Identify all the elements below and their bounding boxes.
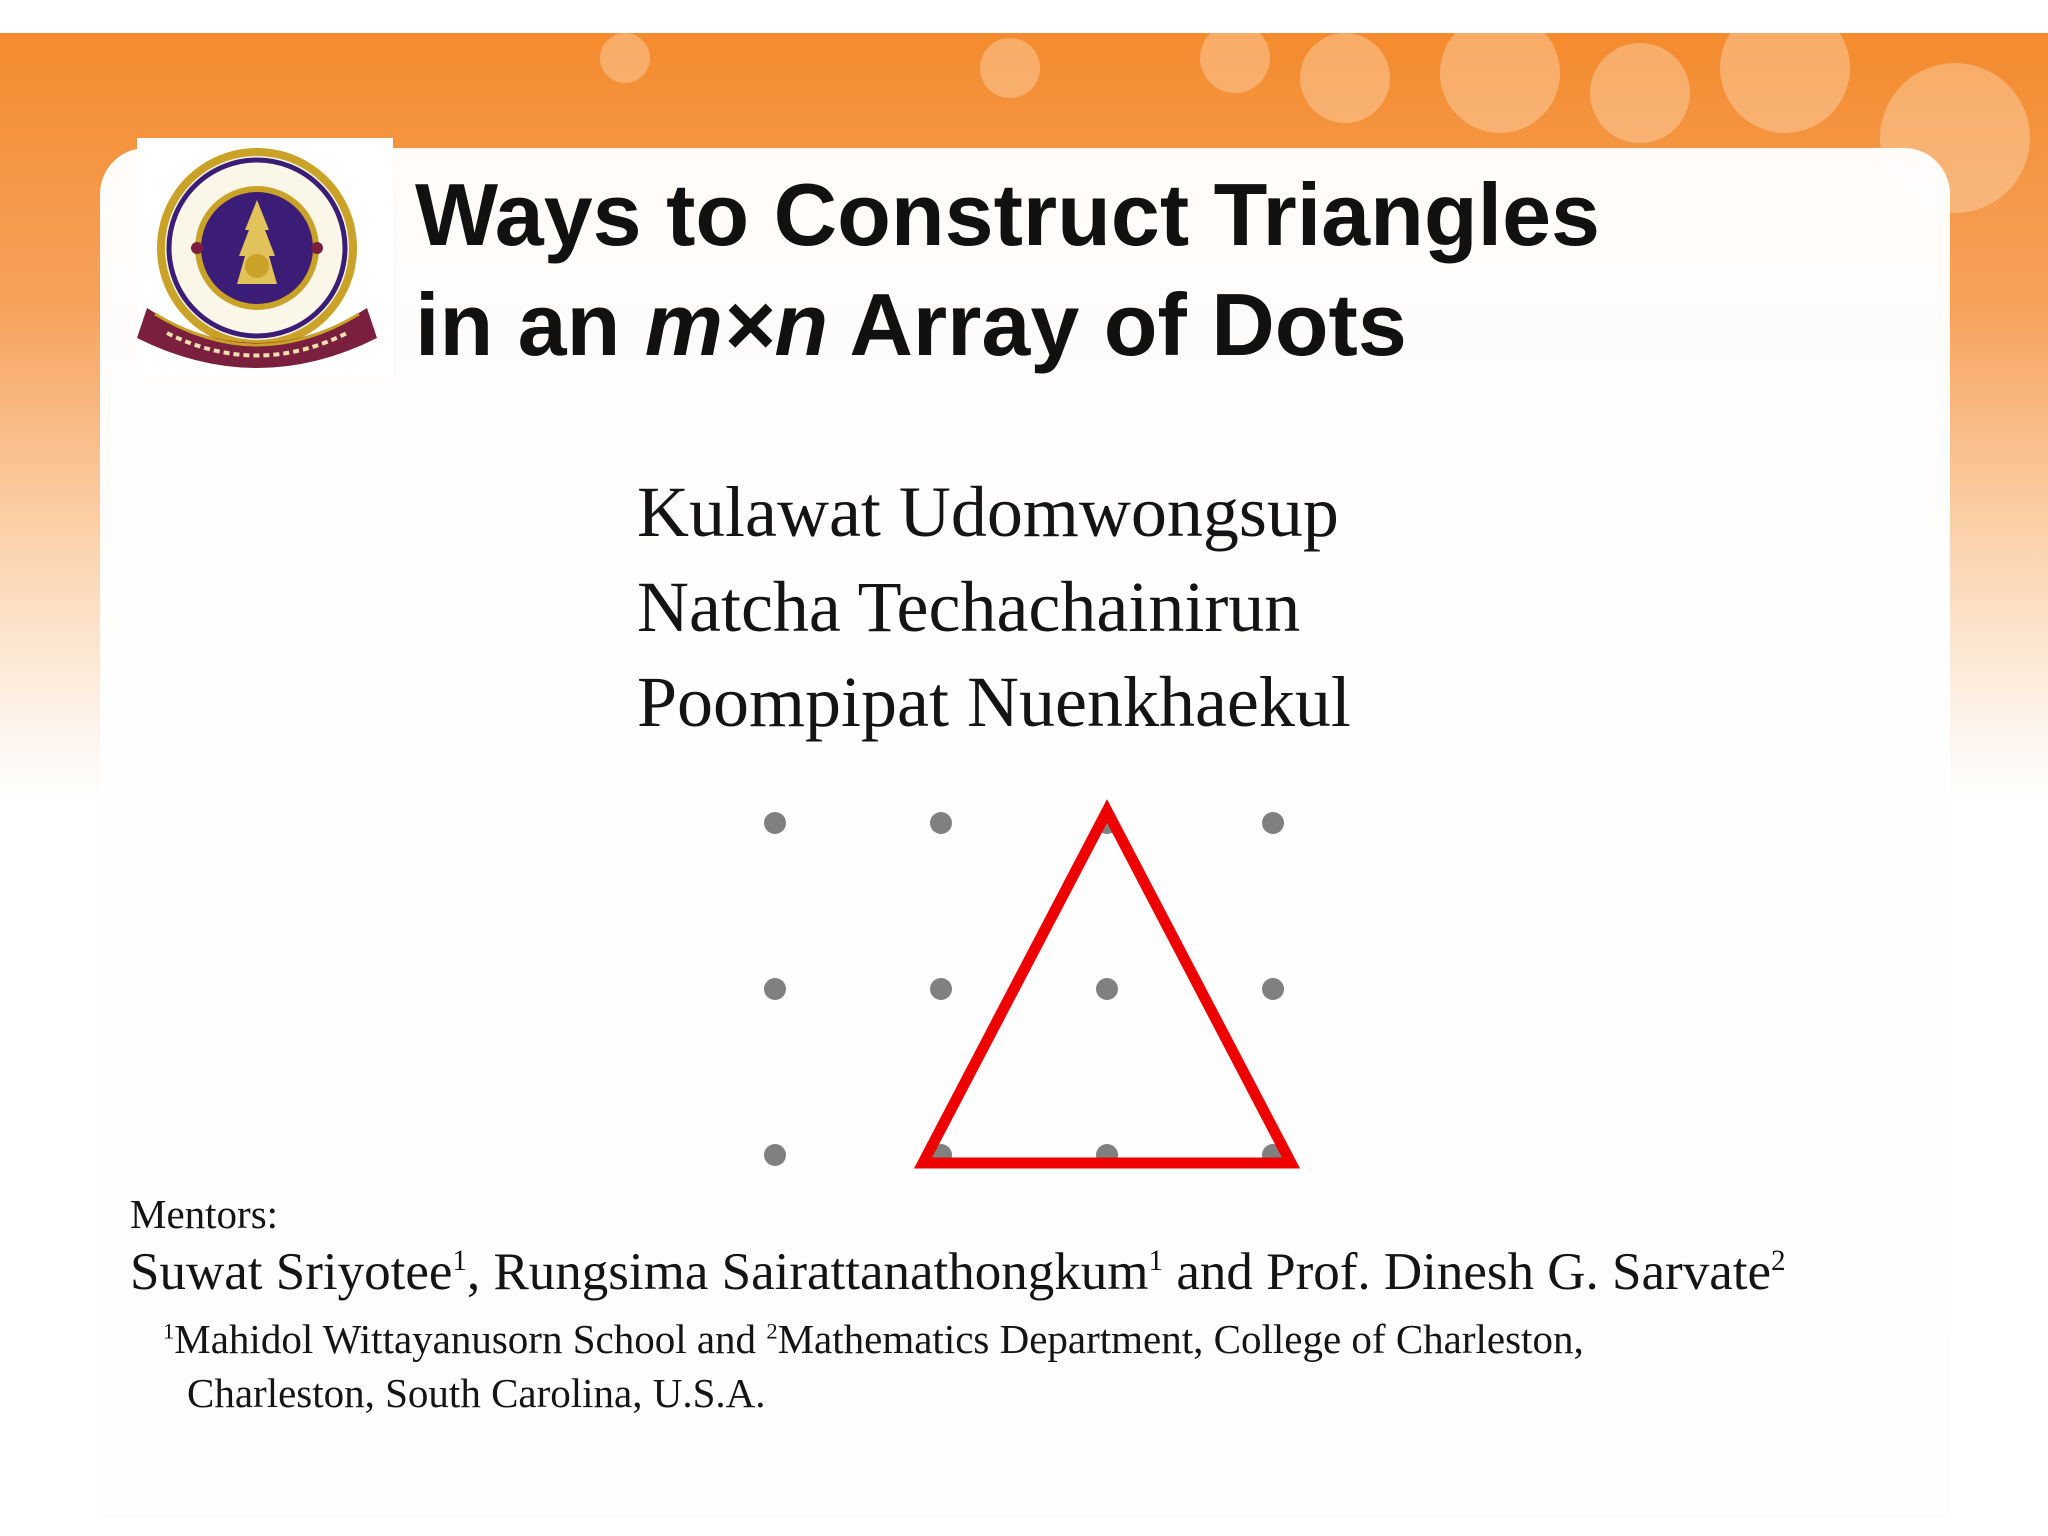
- grid-dot: [764, 1144, 786, 1166]
- bokeh-decoration: [1200, 33, 1270, 93]
- author-name: Poompipat Nuenkhaekul: [637, 662, 1351, 742]
- mentor-name: Rungsima Sairattanathongkum: [493, 1243, 1149, 1301]
- affiliation-marker: 2: [766, 1318, 778, 1344]
- grid-dot: [930, 812, 952, 834]
- author-name: Natcha Techachainirun: [637, 567, 1301, 647]
- school-logo: [137, 138, 393, 376]
- mentor-list: [130, 1242, 1786, 1302]
- bokeh-decoration: [600, 33, 650, 83]
- affiliation-marker: 2: [1770, 1245, 1786, 1278]
- affiliation-line-1: [163, 1312, 1584, 1366]
- mentor-separator: ,: [466, 1243, 494, 1301]
- title-line-2: [415, 270, 1600, 380]
- grid-dot: [764, 812, 786, 834]
- slide-title: [415, 160, 1600, 380]
- bokeh-decoration: [980, 38, 1040, 98]
- school-seal-icon: [137, 138, 393, 376]
- bokeh-decoration: [1440, 33, 1560, 133]
- mentors-label: Mentors:: [130, 1191, 279, 1237]
- dot-array-diagram: [730, 790, 1330, 1190]
- affiliation-line-2: Charleston, South Carolina, U.S.A.: [187, 1370, 766, 1416]
- affiliation-marker: 1: [452, 1245, 467, 1278]
- bokeh-decoration: [1720, 33, 1850, 133]
- mentor-separator: and: [1163, 1243, 1267, 1301]
- grid-dot: [930, 978, 952, 1000]
- mentor-name: Prof. Dinesh G. Sarvate: [1266, 1243, 1771, 1301]
- grid-dot: [1262, 978, 1284, 1000]
- affiliation-dept: Mathematics Department, College of Charleston,: [777, 1316, 1584, 1362]
- author-name: Kulawat Udomwongsup: [637, 472, 1339, 552]
- grid-dot: [1262, 812, 1284, 834]
- title-line-2-prefix: in an: [415, 275, 645, 374]
- grid-dot: [764, 978, 786, 1000]
- dot-array-figure: [730, 790, 1330, 1190]
- affiliation-school: Mahidol Wittayanusorn School and: [174, 1316, 767, 1362]
- author-list: [637, 465, 1351, 750]
- bokeh-decoration: [1590, 43, 1690, 143]
- affiliations: [163, 1312, 1584, 1420]
- grid-dot: [1096, 978, 1118, 1000]
- title-dimension-italic: m×n: [644, 275, 829, 374]
- bokeh-decoration: [1300, 33, 1390, 123]
- title-line-2-suffix: Array of Dots: [828, 275, 1407, 374]
- affiliation-marker: 1: [163, 1318, 175, 1344]
- affiliation-marker: 1: [1148, 1245, 1164, 1278]
- mentor-name: Suwat Sriyotee: [130, 1243, 453, 1301]
- title-line-1: Ways to Construct Triangles: [415, 165, 1600, 264]
